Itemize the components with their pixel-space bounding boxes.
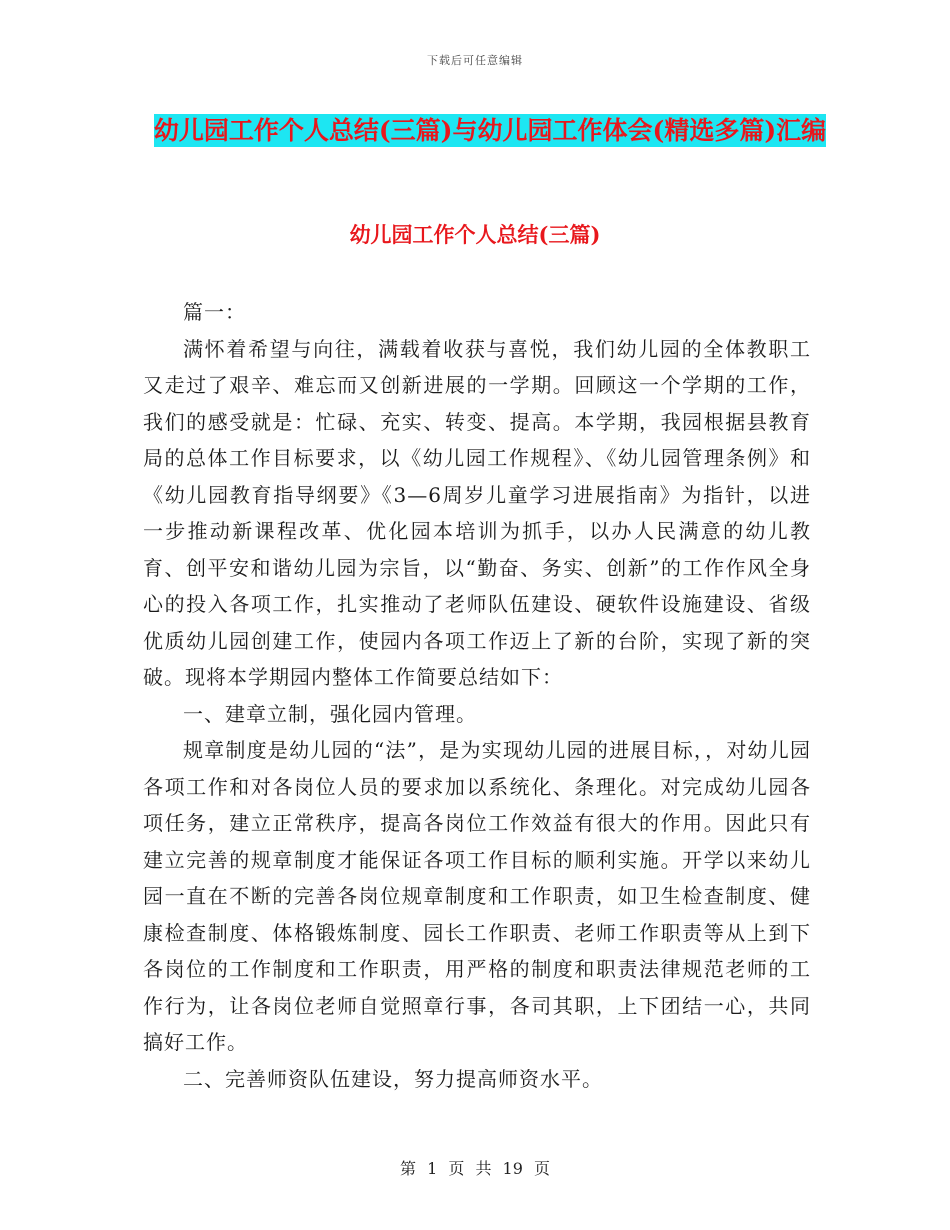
section-title: 幼儿园工作个人总结(三篇) (349, 222, 601, 247)
paragraph-intro: 满怀着希望与向往，满载着收获与喜悦，我们幼儿园的全体教职工又走过了艰辛、难忘而又创新进展的一学期。回顾这一个学期的工作，我们的感受就是：忙碌、充实、转变、提高。本学期，我园根据县教育局的总体工作目标要求，以《幼儿园工作规程》、《幼儿园管理条例》和《幼儿园教育指导纲要》《3—6周岁儿童学习进展指南》为指针，以进一步推动新课程改革、优化园本培训为抓手，以办人民满意的幼儿教育、创平安和谐幼儿园为宗旨，以“勤奋、务实、创新”的工作作风全身心的投入各项工作，扎实推动了老师队伍建设、硬软件设施建设、省级优质幼儿园创建工作，使园内各项工作迈上了新的台阶，实现了新的突破。现将本学期园内整体工作简要总结如下： (143, 336, 811, 689)
paragraph-rules: 规章制度是幼儿园的“法”，是为实现幼儿园的进展目标，，对幼儿园各项工作和对各岗位人员的要求加以系统化、条理化。对完成幼儿园各项任务，建立正常秩序，提高各岗位工作效益有很大的作用。因此只有建立完善的规章制度才能保证各项工作目标的顺利实施。开学以来幼儿园一直在不断的完善各岗位规章制度和工作职责，如卫生检查制度、健康检查制度、体格锻炼制度、园长工作职责、老师工作职责等从上到下各岗位的工作制度和工作职责，用严格的制度和职责法律规范老师的工作行为，让各岗位老师自觉照章行事，各司其职，上下团结一心，共同搞好工作。 (143, 738, 811, 1054)
document-title: 幼儿园工作个人总结(三篇)与幼儿园工作体会(精选多篇)汇编 (153, 116, 827, 145)
document-body (143, 294, 811, 1097)
paragraph-heading-one: 一、建章立制，强化园内管理。 (183, 701, 477, 726)
page-header: 下载后可任意编辑 (427, 54, 523, 67)
document-title-block (140, 108, 840, 157)
paragraph-heading-two: 二、完善师资队伍建设，努力提高师资水平。 (183, 1066, 603, 1091)
page-number: 第 1 页 共 19 页 (400, 1159, 550, 1178)
paragraph-piece-label: 篇一： (183, 300, 246, 324)
